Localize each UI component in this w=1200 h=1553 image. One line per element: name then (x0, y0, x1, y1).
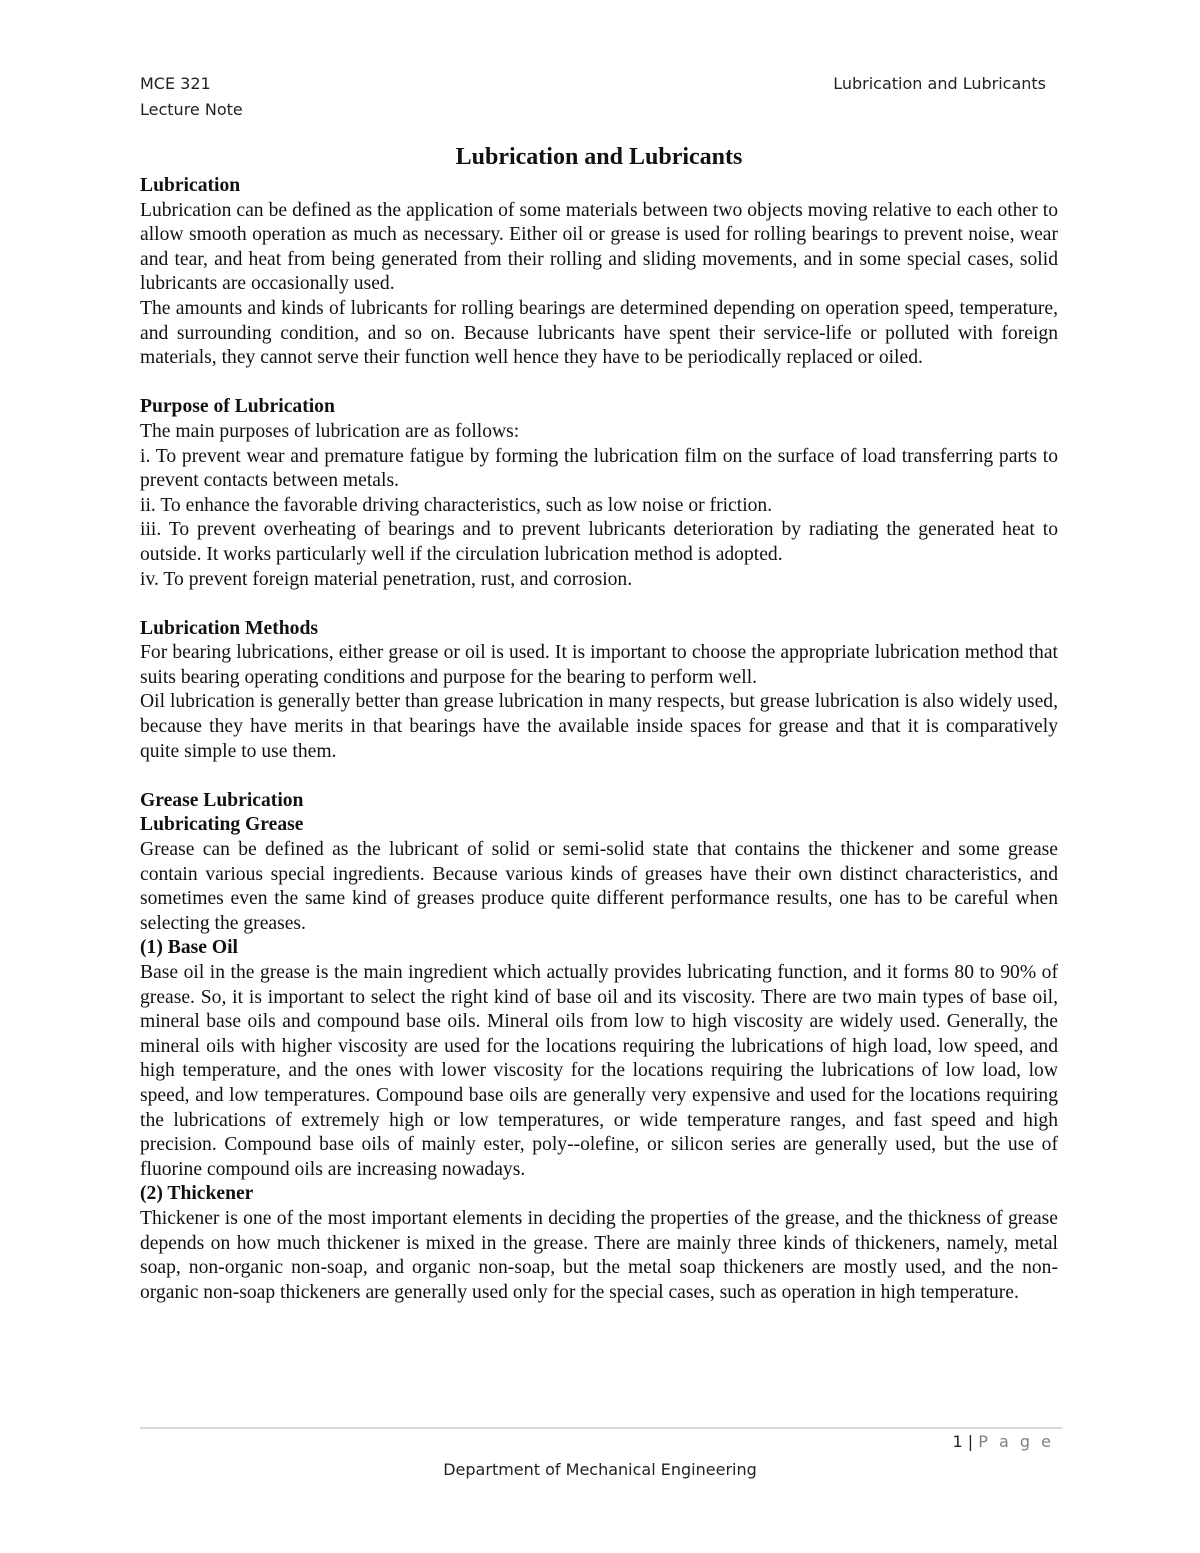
header-course-code: MCE 321 (140, 74, 211, 93)
paragraph-lubrication-definition: Lubrication can be defined as the application of some materials between two objects moving relative to each other to allow smooth operation as much as necessary. Either oil or grease is used for rolling bearings to prevent noise, wear and tear, and heat from being generated from their rolling and sliding movements, and in some special cases, solid lubricants are occasionally used. (140, 199, 1058, 295)
subheading-lubricating-grease: Lubricating Grease (140, 814, 304, 836)
page-label: P a g e (978, 1432, 1054, 1451)
page-number-separator: | (967, 1432, 974, 1451)
spacer (140, 371, 1058, 396)
paragraph-grease-definition: Grease can be defined as the lubricant of solid or semi-solid state that contains the thickener and some grease contain various special ingredients. Because various kinds of greases have their own distinct characteristics, and sometimes even the same kind of greases produce quite different performance results, one has to be careful when selecting the greases. (140, 839, 1058, 934)
heading-methods: Lubrication Methods (140, 617, 318, 639)
paragraph-lubricant-amounts: The amounts and kinds of lubricants for rolling bearings are determined depending on operation speed, temperature, and surrounding condition, and so on. Because lubricants have spent their service-life or polluted with foreign materials, they cannot serve their function well hence they have to be periodically replaced or oiled. (140, 297, 1058, 369)
spacer (140, 592, 1058, 617)
footer-department: Department of Mechanical Engineering (443, 1460, 757, 1479)
list-item-purpose-4: iv. To prevent foreign material penetration, rust, and corrosion. (140, 568, 633, 590)
list-item-purpose-3: iii. To prevent overheating of bearings and to prevent lubricants deterioration by radiating the generated heat to outside. It works particularly well if the circulation lubrication method is adopted. (140, 519, 1058, 565)
heading-lubrication: Lubrication (140, 175, 241, 196)
header-running-title: Lubrication and Lubricants (833, 74, 1046, 93)
list-item-purpose-2: ii. To enhance the favorable driving characteristics, such as low noise or friction. (140, 494, 773, 516)
paragraph-methods-1: For bearing lubrications, either grease or oil is used. It is important to choose the appropriate lubrication method that suits bearing operating conditions and purpose for the bearing to perform well. (140, 642, 1058, 688)
spacer (140, 764, 1058, 789)
subheading-thickener: (2) Thickener (140, 1183, 254, 1205)
paragraph-thickener: Thickener is one of the most important elements in deciding the properties of the grease, and the thickness of grease depends on how much thickener is mixed in the grease. There are mainly three kinds of thickeners, namely, metal soap, non-organic non-soap, and organic non-soap, but the metal soap thickeners are mostly used, and the non-organic non-soap thickeners are generally used only for the special cases, such as operation in high temperature. (140, 1207, 1058, 1303)
paragraph-methods-2: Oil lubrication is generally better than grease lubrication in many respects, but grease lubrication is also widely used, because they have merits in that bearings have the available inside spaces for grease and that it is comparatively quite simple to use them. (140, 691, 1058, 762)
subheading-base-oil: (1) Base Oil (140, 937, 238, 959)
document-body (140, 140, 1058, 1305)
paragraph-purpose-intro: The main purposes of lubrication are as follows: (140, 420, 520, 442)
page-number (953, 1432, 1054, 1451)
document-title: Lubrication and Lubricants (455, 144, 743, 170)
footer-divider (140, 1427, 1062, 1429)
header-note-type: Lecture Note (140, 100, 243, 119)
list-item-purpose-1: i. To prevent wear and premature fatigue by forming the lubrication film on the surface of load transferring parts to prevent contacts between metals. (140, 445, 1058, 492)
heading-grease-lubrication: Grease Lubrication (140, 789, 304, 811)
heading-purpose: Purpose of Lubrication (140, 396, 335, 418)
page-number-value: 1 (952, 1432, 963, 1451)
paragraph-base-oil: Base oil in the grease is the main ingredient which actually provides lubricating function, and it forms 80 to 90% of grease. So, it is important to select the right kind of base oil and its viscosity. There are two main types of base oil, mineral base oils and compound base oils. Mineral oils from low to high viscosity are widely used. Generally, the mineral oils with higher viscosity are used for the locations requiring the lubrications of high load, low speed, and high temperature, and the ones with lower viscosity for the locations requiring the lubrications of low load, low speed, and low temperatures. Compound base oils are generally very expensive and used for the locations requiring the lubrications of extremely high or low temperatures, or wide temperature ranges, and fast speed and high precision. Compound base oils of mainly ester, poly--olefine, or silicon series are generally used, but the use of fluorine compound oils are increasing nowadays. (140, 962, 1058, 1180)
